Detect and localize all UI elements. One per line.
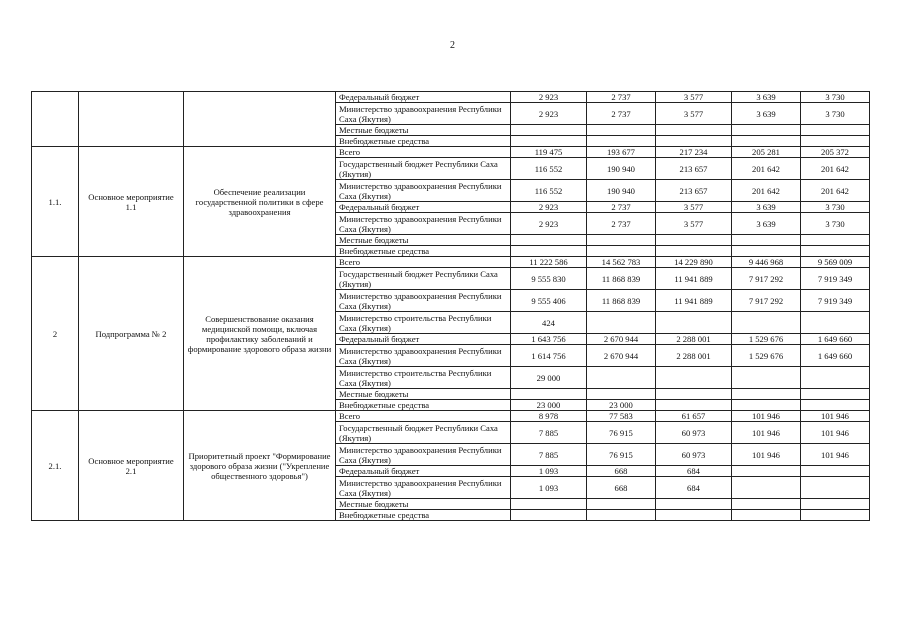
funding-source: Внебюджетные средства <box>336 510 511 521</box>
funding-source: Министерство здравоохранения Республики Саха (Якутия) <box>336 103 511 125</box>
amount-cell: 201 642 <box>801 180 870 202</box>
amount-cell <box>732 367 801 389</box>
funding-source: Министерство здравоохранения Республики Саха (Якутия) <box>336 213 511 235</box>
amount-cell: 11 868 839 <box>587 268 656 290</box>
page-number: 2 <box>450 40 455 51</box>
funding-source: Всего <box>336 257 511 268</box>
amount-cell <box>656 312 732 334</box>
amount-cell: 29 000 <box>511 367 587 389</box>
amount-cell <box>801 312 870 334</box>
amount-cell <box>656 136 732 147</box>
amount-cell: 14 562 783 <box>587 257 656 268</box>
amount-cell: 11 941 889 <box>656 290 732 312</box>
amount-cell: 101 946 <box>801 411 870 422</box>
amount-cell: 1 614 756 <box>511 345 587 367</box>
amount-cell <box>732 246 801 257</box>
amount-cell <box>656 235 732 246</box>
amount-cell <box>801 136 870 147</box>
amount-cell <box>656 125 732 136</box>
amount-cell <box>801 235 870 246</box>
amount-cell <box>732 312 801 334</box>
amount-cell <box>511 499 587 510</box>
funding-source: Местные бюджеты <box>336 125 511 136</box>
amount-cell: 9 569 009 <box>801 257 870 268</box>
funding-source: Внебюджетные средства <box>336 246 511 257</box>
amount-cell: 23 000 <box>587 400 656 411</box>
program-description: Обеспечение реализации государственной политики в сфере здравоохранения <box>184 147 336 257</box>
amount-cell: 3 730 <box>801 202 870 213</box>
program-name: Основное мероприятие 2.1 <box>79 411 184 521</box>
amount-cell: 11 941 889 <box>656 268 732 290</box>
amount-cell: 1 643 756 <box>511 334 587 345</box>
amount-cell: 2 670 944 <box>587 345 656 367</box>
amount-cell <box>732 389 801 400</box>
amount-cell <box>801 510 870 521</box>
amount-cell: 101 946 <box>801 444 870 466</box>
funding-source: Министерство здравоохранения Республики Саха (Якутия) <box>336 477 511 499</box>
amount-cell <box>587 125 656 136</box>
amount-cell: 7 885 <box>511 422 587 444</box>
program-name <box>79 92 184 147</box>
table-row <box>32 257 870 268</box>
funding-source: Государственный бюджет Республики Саха (Якутия) <box>336 422 511 444</box>
amount-cell: 119 475 <box>511 147 587 158</box>
amount-cell: 7 919 349 <box>801 290 870 312</box>
section-number <box>32 92 79 147</box>
program-description: Приоритетный проект "Формирование здорового образа жизни ("Укрепление общественного здоровья") <box>184 411 336 521</box>
funding-source: Государственный бюджет Республики Саха (Якутия) <box>336 158 511 180</box>
amount-cell <box>656 510 732 521</box>
amount-cell: 76 915 <box>587 422 656 444</box>
amount-cell <box>587 136 656 147</box>
amount-cell: 3 730 <box>801 103 870 125</box>
amount-cell <box>587 235 656 246</box>
amount-cell: 201 642 <box>732 158 801 180</box>
amount-cell <box>511 136 587 147</box>
amount-cell: 11 222 586 <box>511 257 587 268</box>
amount-cell <box>732 235 801 246</box>
amount-cell: 7 917 292 <box>732 268 801 290</box>
funding-source: Местные бюджеты <box>336 389 511 400</box>
funding-source: Внебюджетные средства <box>336 400 511 411</box>
funding-source: Министерство здравоохранения Республики Саха (Якутия) <box>336 444 511 466</box>
table-row <box>32 147 870 158</box>
amount-cell <box>732 125 801 136</box>
amount-cell: 2 737 <box>587 103 656 125</box>
amount-cell <box>587 510 656 521</box>
program-description <box>184 92 336 147</box>
amount-cell: 116 552 <box>511 158 587 180</box>
amount-cell <box>511 510 587 521</box>
funding-source: Федеральный бюджет <box>336 466 511 477</box>
amount-cell: 2 737 <box>587 92 656 103</box>
amount-cell: 684 <box>656 466 732 477</box>
amount-cell <box>732 477 801 499</box>
funding-source: Министерство здравоохранения Республики Саха (Якутия) <box>336 180 511 202</box>
amount-cell: 1 529 676 <box>732 334 801 345</box>
amount-cell <box>801 389 870 400</box>
amount-cell: 3 639 <box>732 202 801 213</box>
amount-cell: 3 730 <box>801 92 870 103</box>
funding-source: Министерство строительства Республики Саха (Якутия) <box>336 312 511 334</box>
amount-cell: 201 642 <box>801 158 870 180</box>
amount-cell: 3 577 <box>656 213 732 235</box>
amount-cell: 3 639 <box>732 103 801 125</box>
section-number: 2.1. <box>32 411 79 521</box>
funding-source: Всего <box>336 147 511 158</box>
program-name: Подпрограмма № 2 <box>79 257 184 411</box>
amount-cell: 2 923 <box>511 103 587 125</box>
amount-cell: 60 973 <box>656 444 732 466</box>
amount-cell: 3 577 <box>656 202 732 213</box>
amount-cell: 7 919 349 <box>801 268 870 290</box>
amount-cell: 8 978 <box>511 411 587 422</box>
amount-cell: 61 657 <box>656 411 732 422</box>
amount-cell: 205 281 <box>732 147 801 158</box>
amount-cell <box>801 246 870 257</box>
amount-cell: 2 923 <box>511 202 587 213</box>
program-description: Совершенствование оказания медицинской помощи, включая профилактику заболеваний и формирование здорового образа жизни <box>184 257 336 411</box>
amount-cell: 2 737 <box>587 213 656 235</box>
amount-cell: 60 973 <box>656 422 732 444</box>
amount-cell: 9 446 968 <box>732 257 801 268</box>
amount-cell: 668 <box>587 466 656 477</box>
amount-cell: 1 649 660 <box>801 334 870 345</box>
funding-source: Федеральный бюджет <box>336 334 511 345</box>
table-row <box>32 411 870 422</box>
program-name: Основное мероприятие 1.1 <box>79 147 184 257</box>
amount-cell: 190 940 <box>587 158 656 180</box>
amount-cell: 1 093 <box>511 466 587 477</box>
amount-cell <box>656 367 732 389</box>
amount-cell: 213 657 <box>656 180 732 202</box>
funding-source: Министерство здравоохранения Республики Саха (Якутия) <box>336 290 511 312</box>
amount-cell <box>732 466 801 477</box>
amount-cell <box>587 389 656 400</box>
amount-cell: 2 670 944 <box>587 334 656 345</box>
amount-cell: 668 <box>587 477 656 499</box>
funding-source: Министерство строительства Республики Саха (Якутия) <box>336 367 511 389</box>
amount-cell: 116 552 <box>511 180 587 202</box>
amount-cell: 201 642 <box>732 180 801 202</box>
amount-cell <box>656 499 732 510</box>
amount-cell <box>656 400 732 411</box>
amount-cell: 101 946 <box>732 411 801 422</box>
section-number: 1.1. <box>32 147 79 257</box>
amount-cell: 1 649 660 <box>801 345 870 367</box>
amount-cell: 213 657 <box>656 158 732 180</box>
amount-cell: 14 229 890 <box>656 257 732 268</box>
amount-cell: 101 946 <box>801 422 870 444</box>
amount-cell <box>801 125 870 136</box>
amount-cell <box>656 389 732 400</box>
amount-cell <box>511 125 587 136</box>
funding-source: Министерство здравоохранения Республики Саха (Якутия) <box>336 345 511 367</box>
amount-cell: 7 917 292 <box>732 290 801 312</box>
amount-cell <box>801 400 870 411</box>
amount-cell <box>801 466 870 477</box>
funding-source: Местные бюджеты <box>336 499 511 510</box>
amount-cell: 2 923 <box>511 92 587 103</box>
amount-cell <box>587 499 656 510</box>
amount-cell: 193 677 <box>587 147 656 158</box>
amount-cell: 424 <box>511 312 587 334</box>
amount-cell: 11 868 839 <box>587 290 656 312</box>
amount-cell: 3 577 <box>656 103 732 125</box>
amount-cell: 1 529 676 <box>732 345 801 367</box>
amount-cell: 3 639 <box>732 92 801 103</box>
amount-cell <box>587 312 656 334</box>
funding-source: Федеральный бюджет <box>336 92 511 103</box>
amount-cell: 217 234 <box>656 147 732 158</box>
amount-cell: 101 946 <box>732 444 801 466</box>
amount-cell: 2 288 001 <box>656 345 732 367</box>
amount-cell: 190 940 <box>587 180 656 202</box>
amount-cell <box>801 367 870 389</box>
amount-cell <box>656 246 732 257</box>
section-number: 2 <box>32 257 79 411</box>
amount-cell <box>732 136 801 147</box>
amount-cell <box>511 246 587 257</box>
amount-cell: 9 555 406 <box>511 290 587 312</box>
amount-cell: 2 923 <box>511 213 587 235</box>
amount-cell: 684 <box>656 477 732 499</box>
amount-cell: 7 885 <box>511 444 587 466</box>
funding-source: Государственный бюджет Республики Саха (Якутия) <box>336 268 511 290</box>
amount-cell: 23 000 <box>511 400 587 411</box>
budget-table <box>31 91 870 521</box>
amount-cell <box>587 246 656 257</box>
amount-cell: 76 915 <box>587 444 656 466</box>
amount-cell: 205 372 <box>801 147 870 158</box>
funding-source: Всего <box>336 411 511 422</box>
funding-source: Внебюджетные средства <box>336 136 511 147</box>
amount-cell <box>732 510 801 521</box>
amount-cell: 3 730 <box>801 213 870 235</box>
amount-cell: 1 093 <box>511 477 587 499</box>
amount-cell: 2 737 <box>587 202 656 213</box>
funding-source: Федеральный бюджет <box>336 202 511 213</box>
funding-source: Местные бюджеты <box>336 235 511 246</box>
amount-cell: 9 555 830 <box>511 268 587 290</box>
amount-cell <box>801 477 870 499</box>
amount-cell <box>801 499 870 510</box>
amount-cell: 101 946 <box>732 422 801 444</box>
amount-cell <box>511 235 587 246</box>
table-row <box>32 92 870 103</box>
amount-cell <box>511 389 587 400</box>
amount-cell <box>587 367 656 389</box>
amount-cell: 3 577 <box>656 92 732 103</box>
amount-cell: 3 639 <box>732 213 801 235</box>
amount-cell: 2 288 001 <box>656 334 732 345</box>
amount-cell <box>732 499 801 510</box>
amount-cell <box>732 400 801 411</box>
amount-cell: 77 583 <box>587 411 656 422</box>
